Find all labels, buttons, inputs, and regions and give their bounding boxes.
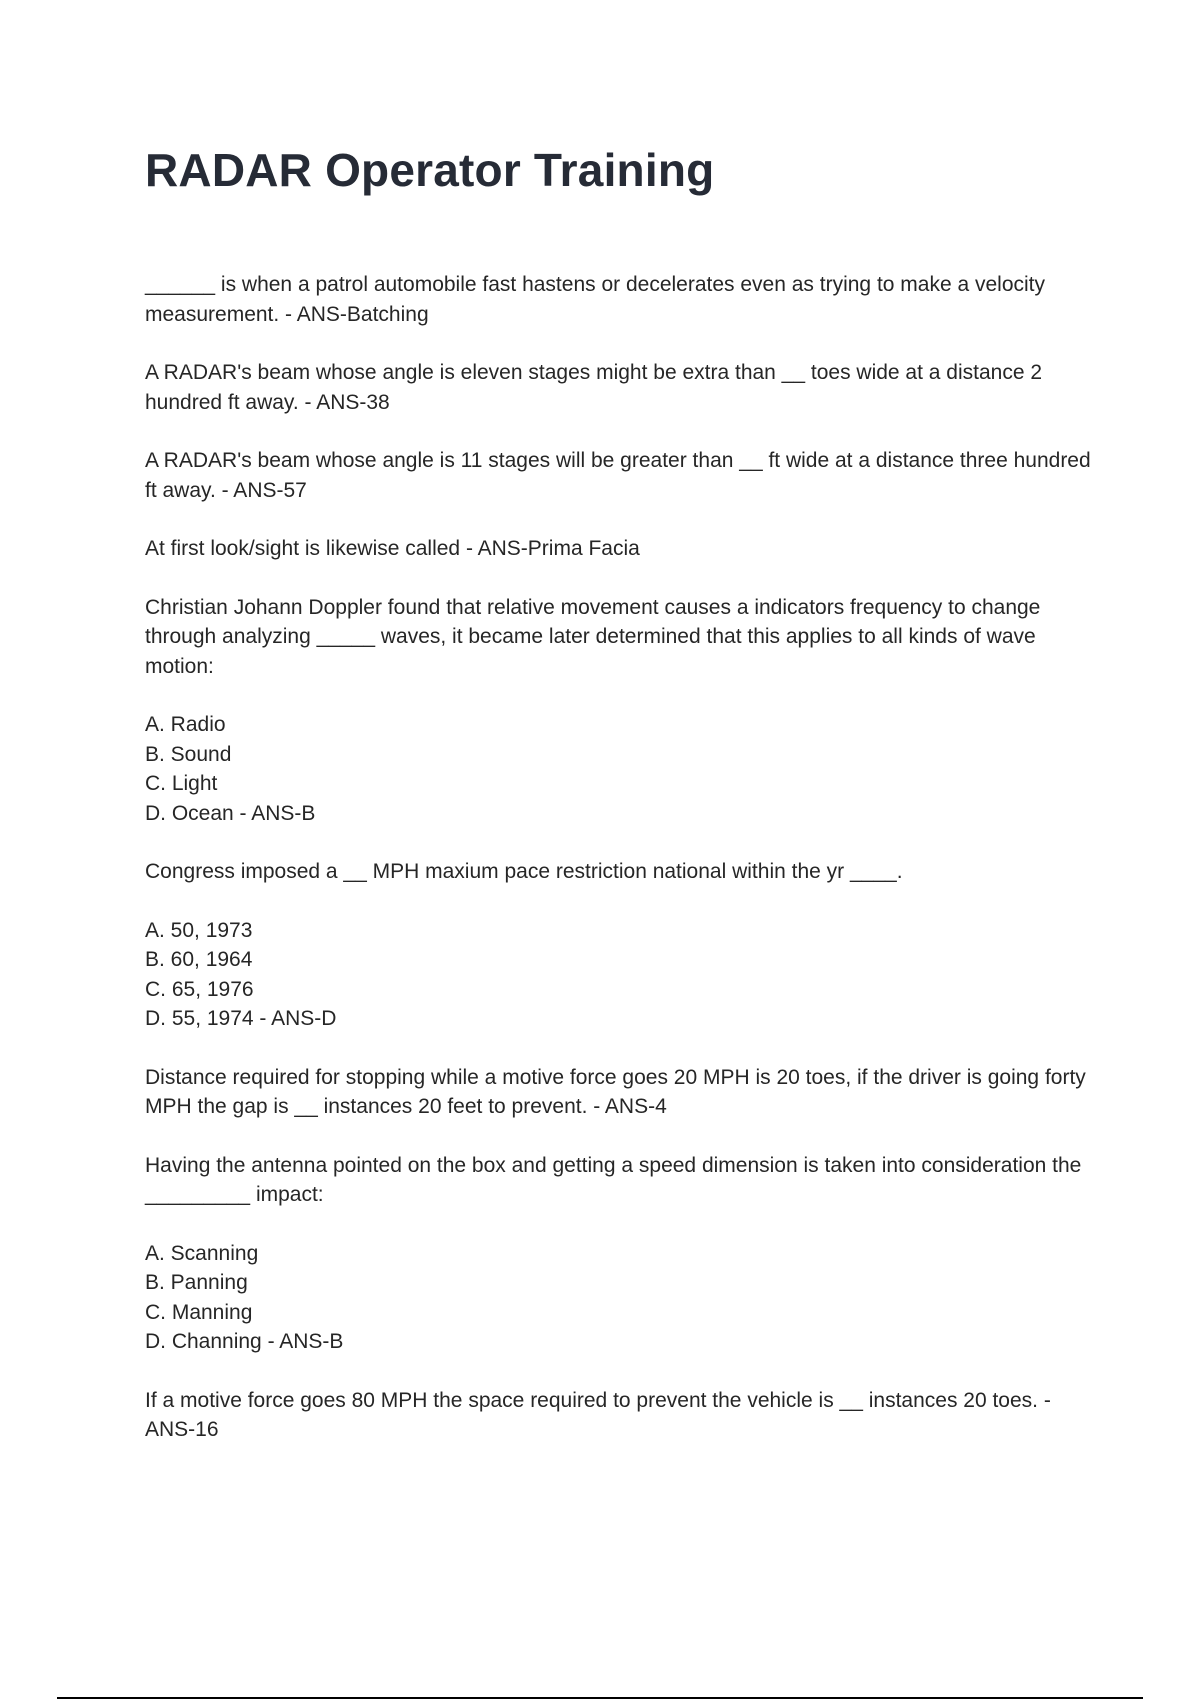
- option-item: C. 65, 1976: [145, 977, 254, 1001]
- option-item: A. Radio: [145, 713, 226, 736]
- document-title: RADAR Operator Training: [145, 144, 715, 196]
- option-item: B. 60, 1964: [145, 948, 253, 971]
- option-item: A. 50, 1973: [145, 918, 253, 942]
- page-divider: [57, 1697, 1143, 1699]
- question-stopping-distance-40: Distance required for stopping while a motive force goes 20 MPH is 20 toes, if the driver is going forty MPH the gap is __ instances 20 feet to prevent. - ANS-4: [145, 1065, 1086, 1118]
- option-item: D. Ocean - ANS-B: [145, 801, 316, 825]
- question-stopping-distance-80: If a motive force goes 80 MPH the space required to prevent the vehicle is __ instances 20 toes. - ANS-16: [145, 1388, 1051, 1441]
- question-speed-limit: Congress imposed a __ MPH maxium pace restriction national within the yr ____.: [145, 860, 903, 883]
- option-item: D. 55, 1974 - ANS-D: [145, 1007, 337, 1030]
- option-item: A. Scanning: [145, 1241, 259, 1265]
- option-item: B. Sound: [145, 742, 232, 766]
- option-item: D. Channing - ANS-B: [145, 1330, 344, 1353]
- options-doppler: [145, 710, 1095, 828]
- question-beam-300ft: A RADAR's beam whose angle is 11 stages will be greater than __ ft wide at a distance three hundred ft away. - ANS-57: [145, 449, 1091, 502]
- options-speed-limit: [145, 916, 1095, 1034]
- option-item: B. Panning: [145, 1271, 248, 1294]
- question-beam-200ft: A RADAR's beam whose angle is eleven stages might be extra than __ toes wide at a distance 2 hundred ft away. - ANS-38: [145, 361, 1043, 414]
- options-antenna-effect: [145, 1239, 1095, 1357]
- question-antenna-effect: Having the antenna pointed on the box and getting a speed dimension is taken into consideration the _________ impact:: [145, 1153, 1082, 1206]
- question-batching: ______ is when a patrol automobile fast hastens or decelerates even as trying to make a velocity measurement. - ANS-Batching: [145, 273, 1046, 326]
- option-item: C. Manning: [145, 1300, 253, 1324]
- option-item: C. Light: [145, 772, 218, 795]
- question-list: [145, 270, 1095, 1474]
- question-doppler: Christian Johann Doppler found that relative movement causes a indicators frequency to change through analyzing _____ waves, it became later determined that this applies to all kinds of wave motion:: [145, 595, 1041, 678]
- question-prima-facia: At first look/sight is likewise called - ANS-Prima Facia: [145, 537, 640, 560]
